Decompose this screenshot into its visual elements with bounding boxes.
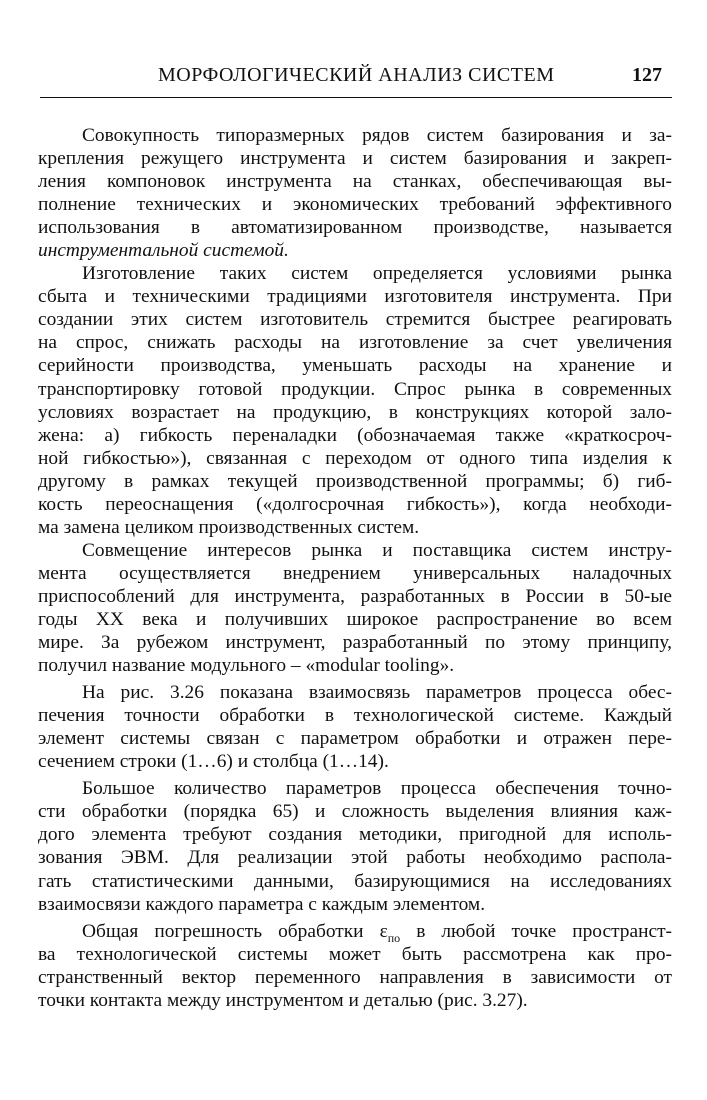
text-line: гать статистическими данными, базирующимися на исследованиях	[38, 870, 672, 892]
paragraph-6	[38, 920, 672, 1012]
text-line: приспособлений для инструмента, разработанных в России в 50-ые	[38, 585, 672, 607]
page-number: 127	[632, 64, 662, 86]
text-line: создании этих систем изготовитель стремится быстрее реагировать	[38, 309, 672, 331]
header-rule	[40, 97, 672, 98]
text-line: На рис. 3.26 показана взаимосвязь параметров процесса обес-	[82, 682, 672, 704]
text-line: Совокупность типоразмерных рядов систем базирования и за-	[82, 125, 672, 146]
text-line	[38, 239, 672, 262]
text-line: дого элемента требуют создания методики, пригодной для исполь-	[38, 824, 672, 846]
text-line: сечением строки (1…6) и столбца (1…14).	[38, 751, 389, 773]
error-symbol-subscript: по	[387, 930, 401, 945]
paragraph-1	[38, 124, 672, 262]
paragraph-2	[38, 262, 672, 539]
text-line: крепления режущего инструмента и систем базирования и закреп-	[38, 148, 672, 170]
paragraph-4	[38, 681, 672, 773]
text-line: получил название модульного – «modular tooling».	[38, 655, 455, 677]
text-line: полнение технических и экономических требований эффективного	[38, 194, 672, 216]
text-line: странственный вектор переменного направления в зависимости от	[38, 966, 672, 988]
text-line: жена: а) гибкость переналадки (обозначаемая также «краткосроч-	[38, 424, 672, 446]
text-line: на спрос, снижать расходы на изготовление за счет увеличения	[38, 332, 672, 354]
text-line: транспортировку готовой продукции. Спрос рынка в современных	[38, 378, 672, 400]
text-line: печения точности обработки в технологической системе. Каждый	[38, 705, 672, 727]
paragraph-5	[38, 777, 672, 915]
text-line	[38, 920, 672, 943]
text-line: серийности производства, уменьшать расходы на хранение и	[38, 355, 672, 377]
body-text	[38, 124, 672, 1012]
text-line: мента осуществляется внедрением универсальных наладочных	[38, 562, 672, 584]
text-line: ления компоновок инструмента на станках, обеспечивающая вы-	[38, 171, 672, 193]
error-symbol: $\varepsilon_{по}$	[379, 920, 401, 945]
text-line: кость переоснащения («долгосрочная гибкость»), когда необходи-	[38, 493, 672, 515]
text-line: сти обработки (порядка 65) и сложность выделения влияния каж-	[38, 801, 672, 823]
text-line: сбыта и техническими традициями изготовителя инструмента. При	[38, 286, 672, 308]
italic-term: инструментальной системой.	[38, 240, 289, 262]
text-line: точки контакта между инструментом и деталью (рис. 3.27).	[38, 989, 528, 1011]
text-line: использования в автоматизированном производстве, называется	[38, 217, 672, 239]
text-line: зования ЭВМ. Для реализации этой работы необходимо распола-	[38, 847, 672, 869]
text-line: другому в рамках текущей производственной программы; б) гиб-	[38, 470, 672, 492]
text-fragment: в любой точке пространст-	[416, 920, 672, 942]
text-line: ва технологической системы может быть рассмотрена как про-	[38, 943, 672, 965]
text-line: Большое количество параметров процесса обеспечения точно-	[82, 778, 672, 800]
text-line: элемент системы связан с параметром обработки и отражен пере-	[38, 728, 672, 750]
text-line: мире. За рубежом инструмент, разработанный по этому принципу,	[38, 632, 672, 654]
text-line: ма замена целиком производственных систем.	[38, 516, 420, 538]
text-line: взаимосвязи каждого параметра с каждым элементом.	[38, 893, 486, 915]
text-line: условиях возрастает на продукцию, в конструкциях которой зало-	[38, 401, 672, 423]
paragraph-3	[38, 539, 672, 677]
running-head	[40, 64, 672, 94]
text-line: ной гибкостью»), связанная с переходом от одного типа изделия к	[38, 447, 672, 469]
text-line: Изготовление таких систем определяется условиями рынка	[82, 263, 672, 285]
text-line: годы XX века и получивших широкое распространение во всем	[38, 608, 672, 630]
text-fragment: Общая погрешность обработки	[82, 920, 364, 942]
running-title: МОРФОЛОГИЧЕСКИЙ АНАЛИЗ СИСТЕМ	[158, 64, 555, 86]
text-line: Совмещение интересов рынка и поставщика систем инстру-	[82, 539, 672, 561]
